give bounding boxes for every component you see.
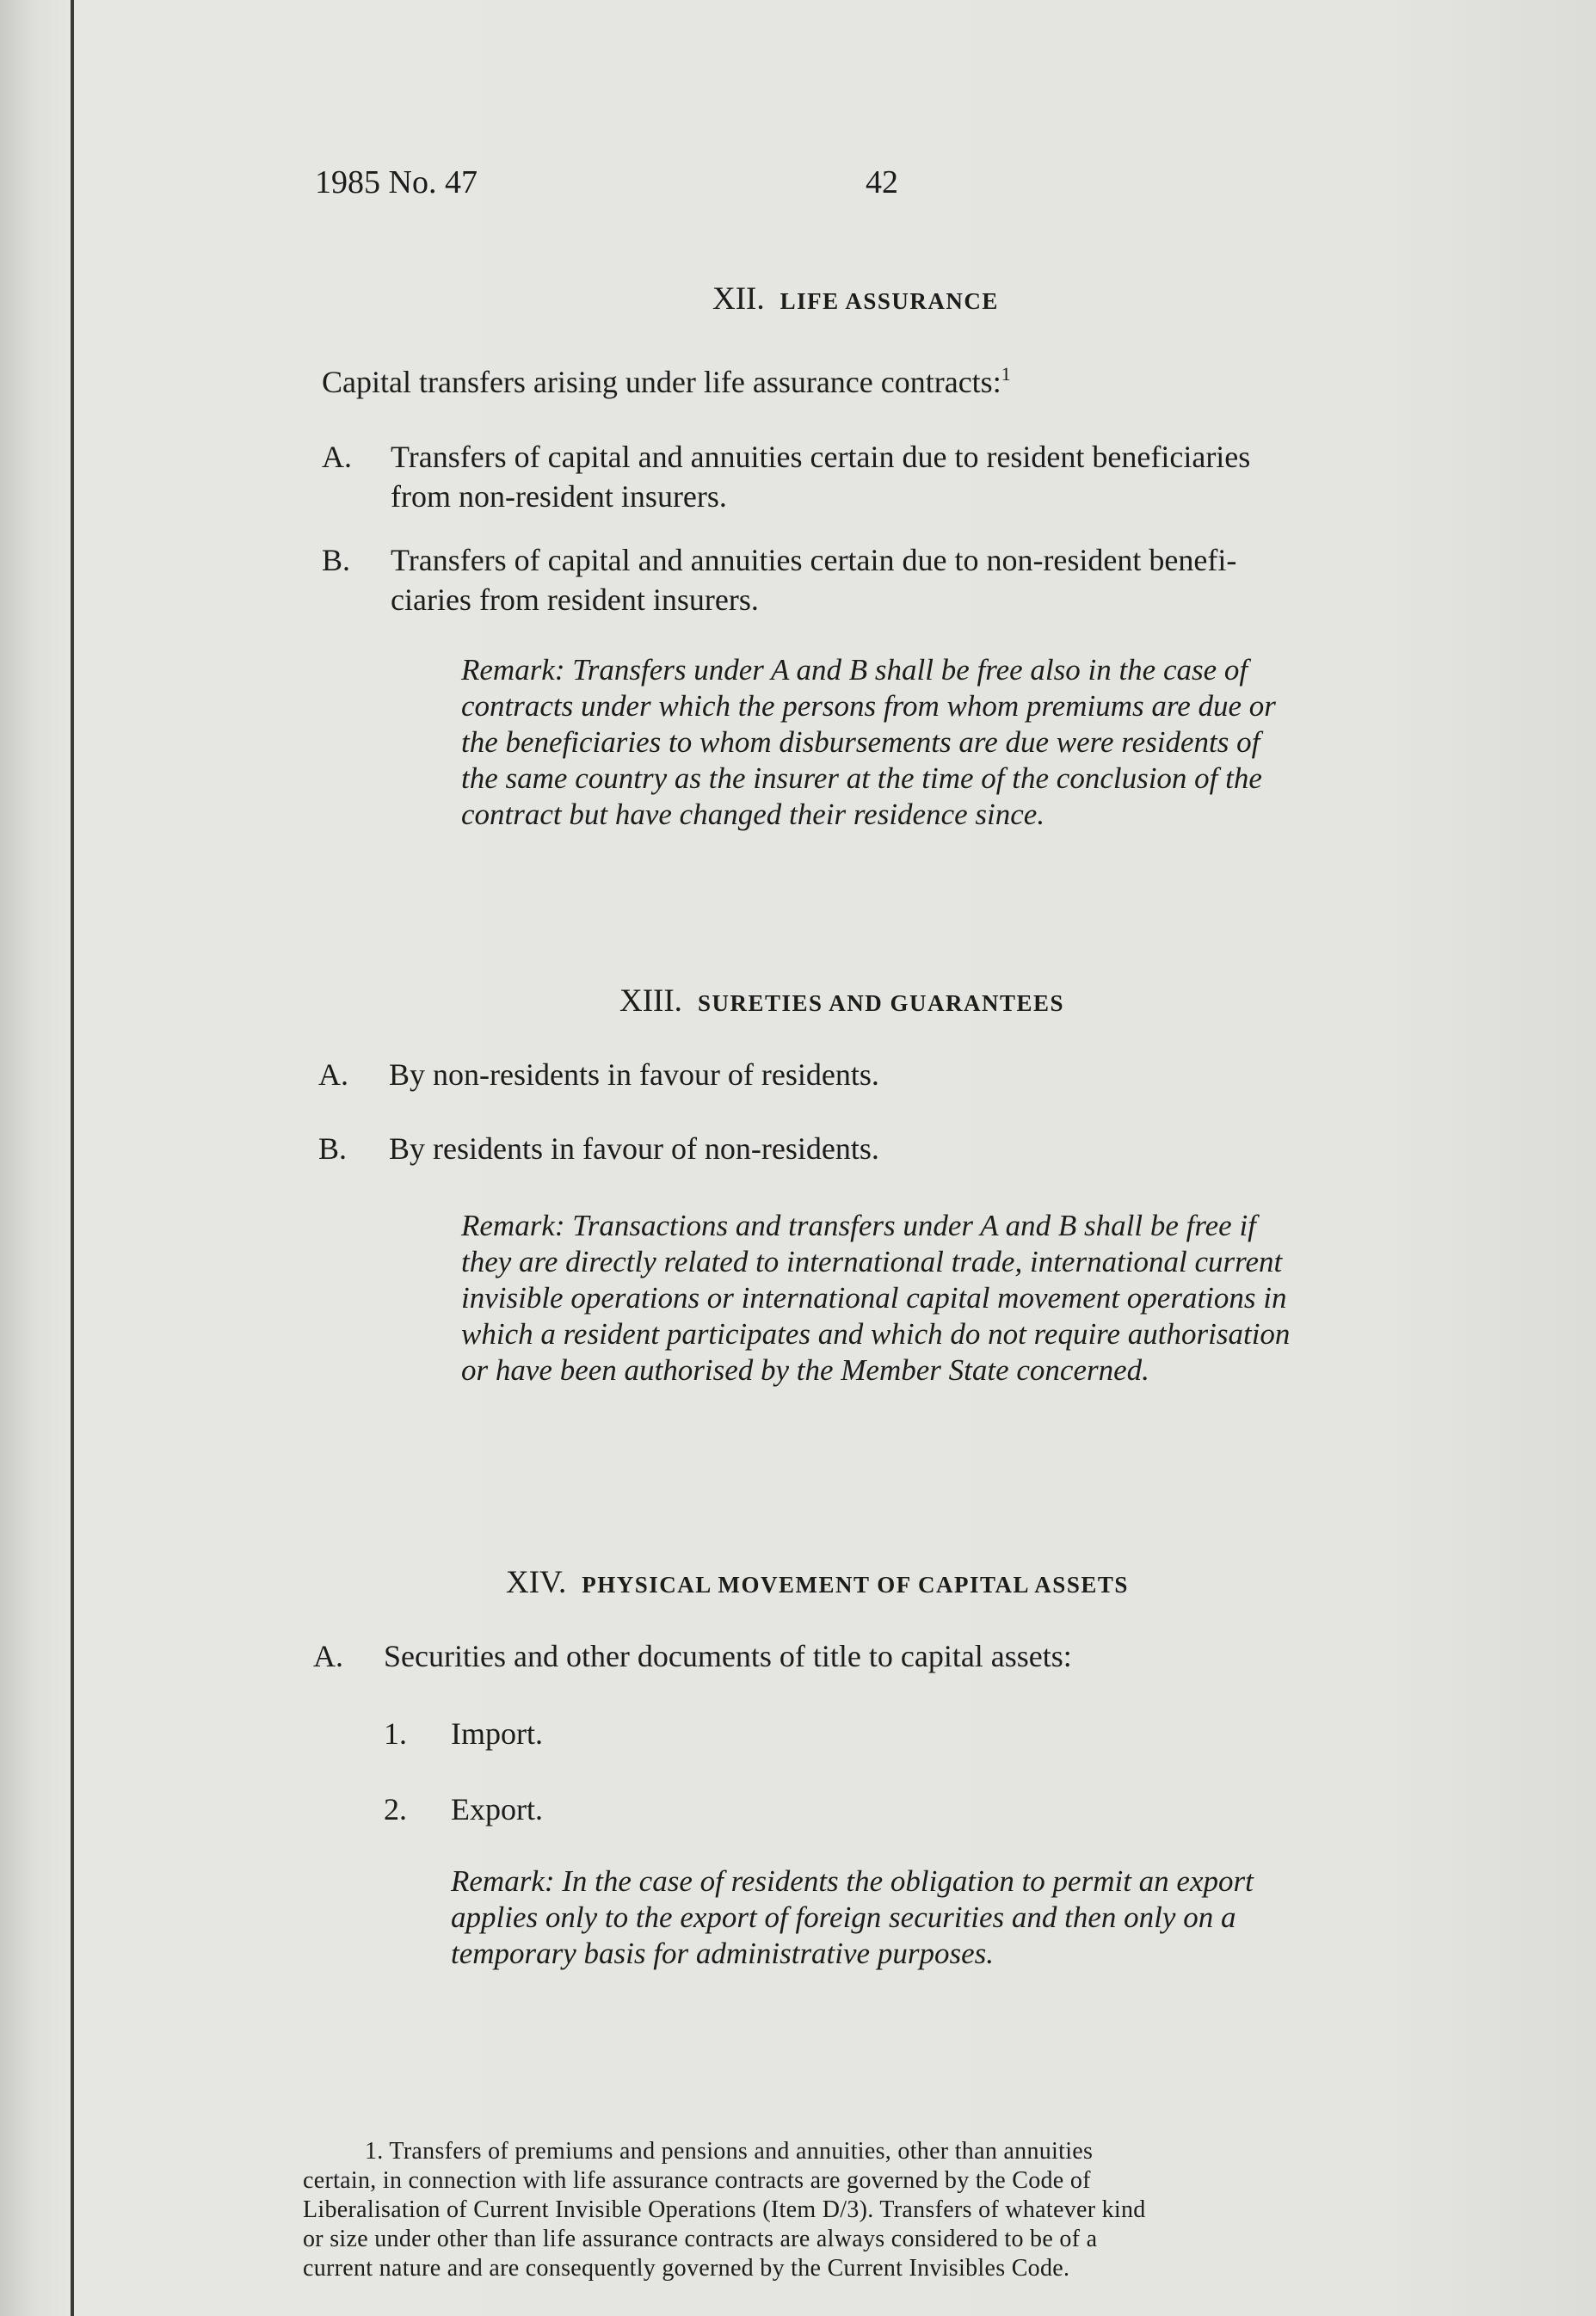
item-line: By non-residents in favour of residents. <box>389 1057 879 1092</box>
item-label: 1. <box>384 1716 407 1751</box>
remark-line: applies only to the export of foreign securities and then only on a <box>451 1900 1236 1934</box>
section-heading-xiii <box>619 982 1064 1019</box>
remark-block <box>461 1208 1290 1389</box>
list-item <box>318 1055 1454 1094</box>
footnote-line: current nature and are consequently governed by the Current Invisibles Code. <box>303 2255 1070 2282</box>
footnote-line: Liberalisation of Current Invisible Operations (Item D/3). Transfers of whatever kind <box>303 2196 1146 2223</box>
section-roman: XIII. <box>619 983 682 1019</box>
remark-line: contracts under which the persons from whom premiums are due or <box>461 689 1276 723</box>
item-label: A. <box>322 440 352 474</box>
item-label: B. <box>318 1131 348 1166</box>
remark-line: the beneficiaries to whom disbursements are due were residents of <box>461 725 1260 759</box>
list-item <box>322 540 1457 619</box>
intro-text: Capital transfers arising under life assurance contracts: <box>322 365 1001 399</box>
header-year-number: 1985 No. 47 <box>315 164 478 200</box>
item-label: A. <box>318 1057 348 1092</box>
section-heading-xii <box>712 280 999 317</box>
remark-line: which a resident participates and which do not require authorisation <box>461 1317 1291 1351</box>
remark-line: or have been authorised by the Member State concerned. <box>461 1353 1149 1387</box>
item-label: A. <box>313 1639 343 1673</box>
item-line: Transfers of capital and annuities certain due to resident beneficiaries <box>391 440 1251 474</box>
item-line: ciaries from resident insurers. <box>391 582 759 617</box>
page-binding-edge <box>71 0 74 2316</box>
remark-line: contract but have changed their residence since. <box>461 798 1045 831</box>
section-title: PHYSICAL MOVEMENT OF CAPITAL ASSETS <box>582 1572 1129 1598</box>
list-item <box>322 437 1457 516</box>
footnote-ref: 1 <box>1001 363 1011 385</box>
item-line: Transfers of capital and annuities certain due to non-resident benefi- <box>391 543 1237 577</box>
list-item <box>384 1714 1158 1753</box>
item-line: Import. <box>451 1716 543 1751</box>
footnote <box>303 2137 1146 2283</box>
footnote-line: 1. Transfers of premiums and pensions and annuities, other than annuities <box>365 2138 1094 2165</box>
item-line: By residents in favour of non-residents. <box>389 1131 879 1166</box>
remark-line: Remark: Transactions and transfers under A and B shall be free if <box>461 1209 1256 1242</box>
page-number: 42 <box>866 164 898 200</box>
section-heading-xiv <box>506 1564 1129 1601</box>
remark-line: Remark: In the case of residents the obligation to permit an export <box>451 1864 1254 1898</box>
section-roman: XIV. <box>506 1565 567 1600</box>
section-title: SURETIES AND GUARANTEES <box>697 990 1065 1016</box>
remark-line: temporary basis for administrative purposes. <box>451 1937 994 1970</box>
list-item <box>318 1129 1454 1168</box>
footnote-line: or size under other than life assurance contracts are always considered to be of a <box>303 2226 1098 2252</box>
remark-line: invisible operations or international capital movement operations in <box>461 1281 1287 1315</box>
item-line: Export. <box>451 1792 543 1826</box>
remark-block <box>461 652 1276 833</box>
remark-line: Remark: Transfers under A and B shall be free also in the case of <box>461 653 1248 687</box>
item-label: 2. <box>384 1792 407 1826</box>
remark-line: the same country as the insurer at the time of the conclusion of the <box>461 761 1262 795</box>
item-label: B. <box>322 543 351 577</box>
remark-block <box>451 1863 1254 1972</box>
section-roman: XII. <box>712 281 765 317</box>
section-title: LIFE ASSURANCE <box>780 288 999 314</box>
remark-line: they are directly related to international trade, international current <box>461 1245 1283 1278</box>
section-intro <box>322 354 1011 402</box>
item-line: Securities and other documents of title to capital assets: <box>384 1639 1072 1673</box>
list-item <box>313 1636 1449 1676</box>
item-line: from non-resident insurers. <box>391 479 727 514</box>
footnote-line: certain, in connection with life assurance contracts are governed by the Code of <box>303 2167 1091 2194</box>
list-item <box>384 1789 1158 1829</box>
